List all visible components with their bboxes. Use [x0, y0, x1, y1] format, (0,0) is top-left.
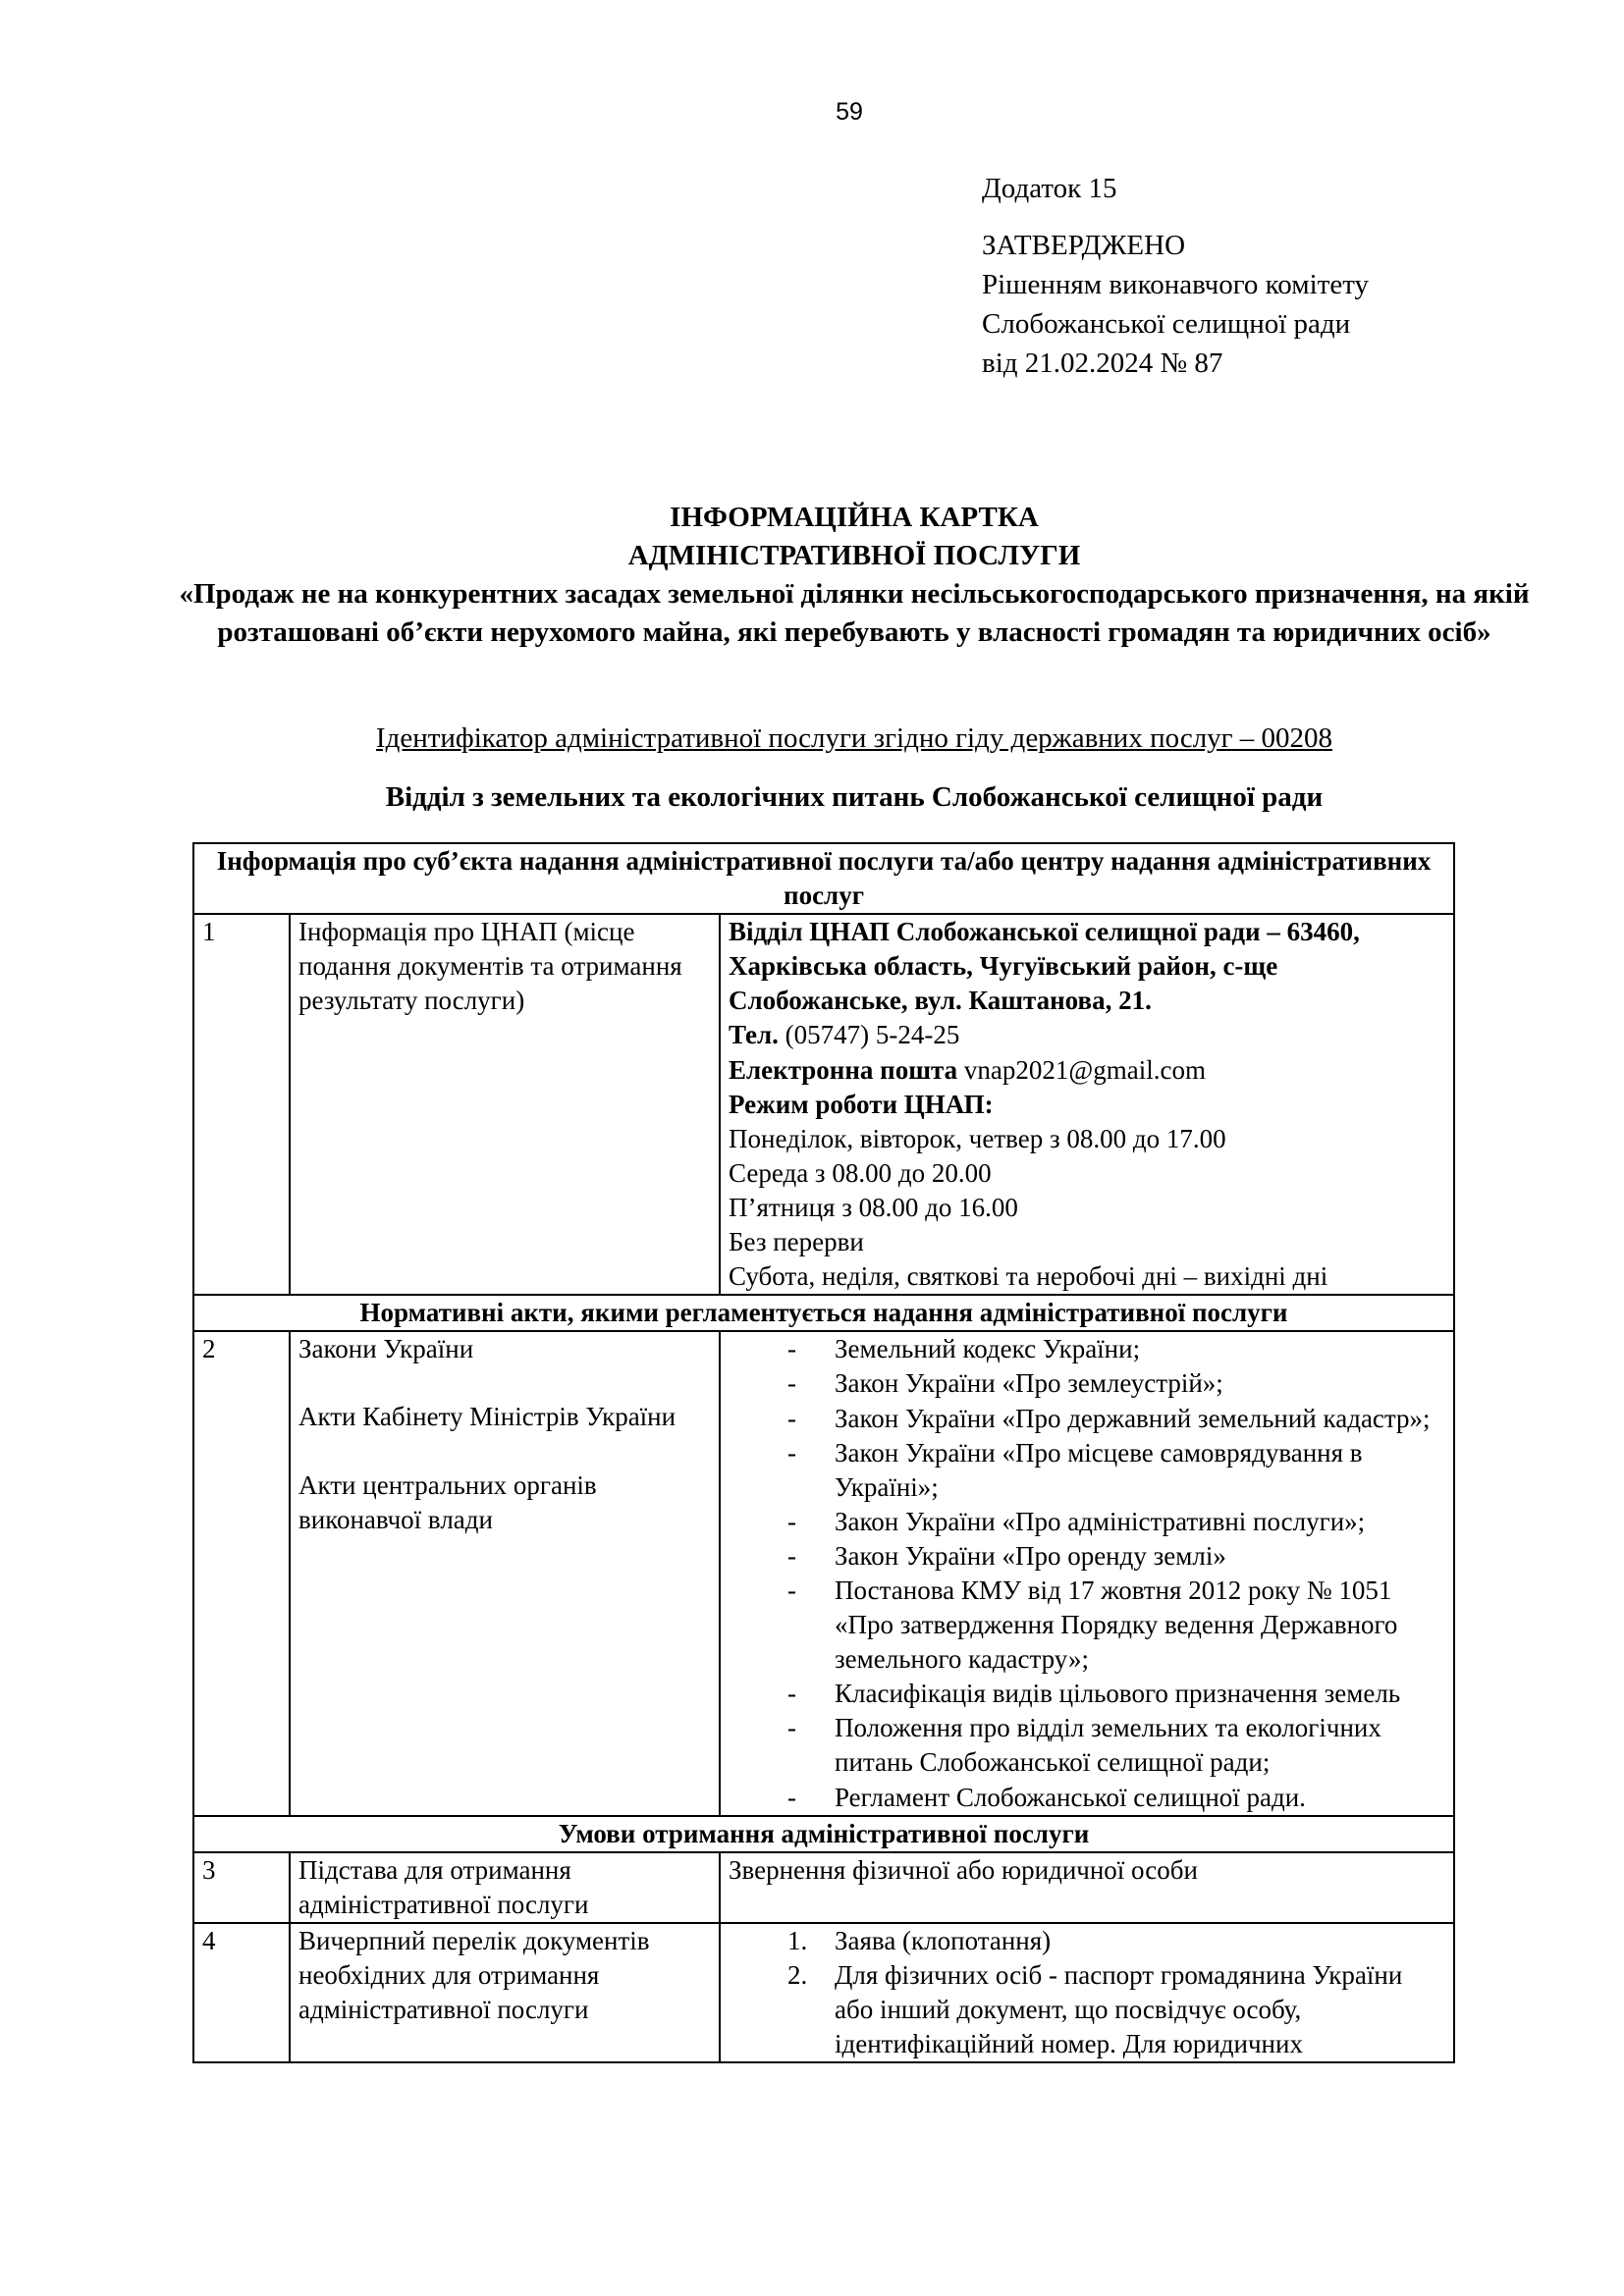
list-text: Для фізичних осіб - паспорт громадянина України або інший документ, що посвідчує особу, ідентифікаційний номер. Для юридичних: [835, 1960, 1403, 2059]
table-row: [193, 1331, 1454, 1815]
info-card-table: [192, 842, 1455, 2063]
schedule-line: П’ятниця з 08.00 до 16.00: [729, 1192, 1018, 1222]
section-header-row: [193, 843, 1454, 914]
list-item: - Закон України «Про місцеве самоврядування в Україні»;: [729, 1436, 1445, 1505]
service-name: «Продаж не на конкурентних засадах земельної ділянки несільськогосподарського призначення, на якій розташовані об’єкти нерухомого майна, які перебувають у власності громадян та юридичних осіб»: [179, 578, 1530, 649]
approval-block: [982, 169, 1369, 383]
row-number: 2: [193, 1331, 290, 1815]
phone-value: (05747) 5-24-25: [778, 1020, 960, 1050]
row-value: [720, 1923, 1454, 2062]
list-item: - Регламент Слобожанської селищної ради.: [729, 1781, 1445, 1815]
section-title: Умови отримання адміністративної послуги: [193, 1816, 1454, 1852]
row-label: Інформація про ЦНАП (місце подання документів та отримання результату послуги): [290, 914, 720, 1295]
table-row: [193, 1923, 1454, 2062]
central-acts-label: Акти центральних органів виконавчої влади: [298, 1469, 597, 1534]
approval-line: Слобожанської селищної ради: [982, 308, 1351, 341]
acts-list: [729, 1332, 1445, 1814]
approval-line: Рішенням виконавчого комітету: [982, 269, 1369, 301]
list-number: 1.: [787, 1925, 808, 1955]
table-row: [193, 1852, 1454, 1923]
title-line-2: АДМІНІСТРАТИВНОЇ ПОСЛУГИ: [627, 540, 1081, 572]
list-item: - Закон України «Про адміністративні послуги»;: [729, 1505, 1445, 1539]
email-label: Електронна пошта: [729, 1054, 958, 1085]
document-heading: [177, 499, 1532, 653]
list-item: - Земельний кодекс України;: [729, 1332, 1445, 1366]
schedule-line: Без перерви: [729, 1227, 864, 1257]
schedule-line: Понеділок, вівторок, четвер з 08.00 до 17.00: [729, 1123, 1226, 1153]
email-value: vnap2021@gmail.com: [957, 1054, 1206, 1085]
list-item: [729, 1958, 1445, 2061]
list-item: - Постанова КМУ від 17 жовтня 2012 року № 1051 «Про затвердження Порядку ведення Державного земельного кадастру»;: [729, 1574, 1445, 1677]
list-item: - Закон України «Про державний земельний кадастр»;: [729, 1402, 1445, 1436]
cabinet-acts-label: Акти Кабінету Міністрів України: [298, 1402, 677, 1432]
section-title: Інформація про суб’єкта надання адміністративної послуги та/або центру надання адміністративних послуг: [193, 843, 1454, 914]
approval-line: від 21.02.2024 № 87: [982, 347, 1223, 380]
list-text: Заява (клопотання): [835, 1925, 1052, 1955]
title-line-1: ІНФОРМАЦІЙНА КАРТКА: [670, 502, 1039, 533]
row-number: 1: [193, 914, 290, 1295]
laws-label: Закони України: [298, 1334, 474, 1364]
schedule-label: Режим роботи ЦНАП:: [729, 1089, 994, 1119]
section-header-row: [193, 1816, 1454, 1852]
phone-line: [729, 1018, 1445, 1052]
row-value: Звернення фізичної або юридичної особи: [720, 1852, 1454, 1923]
row-label: Вичерпний перелік документів необхідних для отримання адміністративної послуги: [290, 1923, 720, 2062]
approval-line: ЗАТВЕРДЖЕНО: [982, 230, 1186, 262]
email-line: [729, 1053, 1445, 1088]
section-header-row: [193, 1295, 1454, 1331]
schedule-line: Субота, неділя, святкові та неробочі дні – вихідні дні: [729, 1261, 1328, 1292]
row-number: 3: [193, 1852, 290, 1923]
list-number: 2.: [787, 1960, 808, 1990]
row-number: 4: [193, 1923, 290, 2062]
list-item: - Класифікація видів цільового призначення земель: [729, 1677, 1445, 1711]
page-number: 59: [836, 98, 863, 126]
list-item: - Закон України «Про оренду землі»: [729, 1539, 1445, 1574]
phone-label: Тел.: [729, 1020, 779, 1050]
row-value: [720, 914, 1454, 1295]
annex-label: Додаток 15: [982, 173, 1117, 204]
cnap-address: Відділ ЦНАП Слобожанської селищної ради – 63460, Харківська область, Чугуївський район, с-ще Слобожанське, вул. Каштанова, 21.: [729, 917, 1360, 1016]
service-identifier: Ідентифікатор адміністративної послуги згідно гіду державних послуг – 00208: [375, 722, 1333, 754]
schedule-line: Середа з 08.00 до 20.00: [729, 1157, 992, 1188]
list-item: - Положення про відділ земельних та екологічних питань Слобожанської селищної ради;: [729, 1711, 1445, 1780]
section-title: Нормативні акти, якими регламентується надання адміністративної послуги: [193, 1295, 1454, 1331]
row-label: Підстава для отримання адміністративної послуги: [290, 1852, 720, 1923]
row-label: [290, 1331, 720, 1815]
row-value: [720, 1331, 1454, 1815]
list-item: - Закон України «Про землеустрій»;: [729, 1366, 1445, 1401]
documents-list: [729, 1924, 1445, 2061]
table-row: [193, 914, 1454, 1295]
list-item: [729, 1924, 1445, 1958]
department-name: Відділ з земельних та екологічних питань Слобожанської селищної ради: [385, 781, 1324, 813]
